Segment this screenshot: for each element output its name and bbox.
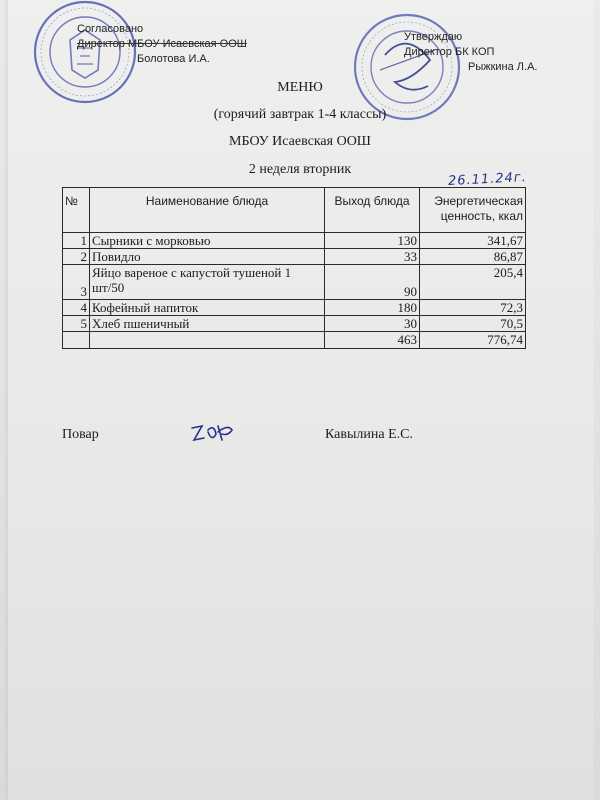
row-energy: 70,5 — [420, 316, 526, 332]
agreed-block — [77, 22, 247, 67]
header-energy — [420, 188, 526, 233]
row-num: 2 — [63, 249, 90, 265]
agreed-name: Болотова И.А. — [137, 53, 210, 65]
row-num: 1 — [63, 233, 90, 249]
row-energy: 205,4 — [420, 265, 526, 300]
handwritten-date: 26.11.24г. — [447, 169, 528, 190]
row-dish — [90, 265, 325, 300]
approved-name: Рыжкина Л.А. — [468, 61, 538, 73]
table-row — [63, 265, 526, 300]
row-output: 180 — [325, 300, 420, 316]
approved-block — [404, 30, 537, 75]
row-energy: 72,3 — [420, 300, 526, 316]
total-num — [63, 332, 90, 349]
row-output: 90 — [325, 265, 420, 300]
row-energy: 341,67 — [420, 233, 526, 249]
approved-role: Директор БК КОП — [404, 46, 495, 58]
header-output: Выход блюда — [325, 188, 420, 233]
row-dish: Повидло — [90, 249, 325, 265]
table-total-row — [63, 332, 526, 349]
row-dish: Хлеб пшеничный — [90, 316, 325, 332]
header-energy-line1: Энергетическая — [434, 194, 523, 208]
row-output: 33 — [325, 249, 420, 265]
header-energy-line2: ценность, ккал — [440, 209, 523, 223]
row-dish: Сырники с морковью — [90, 233, 325, 249]
row-dish: Кофейный напиток — [90, 300, 325, 316]
row-num: 5 — [63, 316, 90, 332]
cook-label: Повар — [62, 427, 99, 442]
row-num: 4 — [63, 300, 90, 316]
school-name: МБОУ Исаевская ООШ — [229, 134, 371, 149]
header-name: Наименование блюда — [90, 188, 325, 233]
table-row — [63, 316, 526, 332]
table-header-row — [63, 188, 526, 233]
table-row — [63, 233, 526, 249]
menu-title: МЕНЮ — [277, 80, 323, 95]
agreed-role: Директор МБОУ Исаевская ООШ — [77, 38, 247, 50]
row-output: 130 — [325, 233, 420, 249]
row-energy: 86,87 — [420, 249, 526, 265]
total-output: 463 — [325, 332, 420, 349]
menu-subtitle: (горячий завтрак 1-4 классы) — [213, 107, 387, 122]
header-num: № — [63, 188, 90, 233]
menu-table — [62, 187, 526, 349]
table-row — [63, 249, 526, 265]
approved-label: Утверждаю — [404, 31, 463, 43]
week-day: 2 неделя вторник — [248, 162, 352, 177]
row-dish-line1: Яйцо вареное с капустой тушеной 1 — [92, 265, 292, 280]
cook-name: Кавылина Е.С. — [325, 427, 413, 442]
row-num: 3 — [63, 265, 90, 300]
total-energy: 776,74 — [420, 332, 526, 349]
table-row — [63, 300, 526, 316]
agreed-label: Согласовано — [77, 23, 144, 35]
cook-signature — [188, 420, 238, 448]
row-output: 30 — [325, 316, 420, 332]
row-dish-line2: шт/50 — [92, 280, 125, 295]
total-label — [90, 332, 325, 349]
